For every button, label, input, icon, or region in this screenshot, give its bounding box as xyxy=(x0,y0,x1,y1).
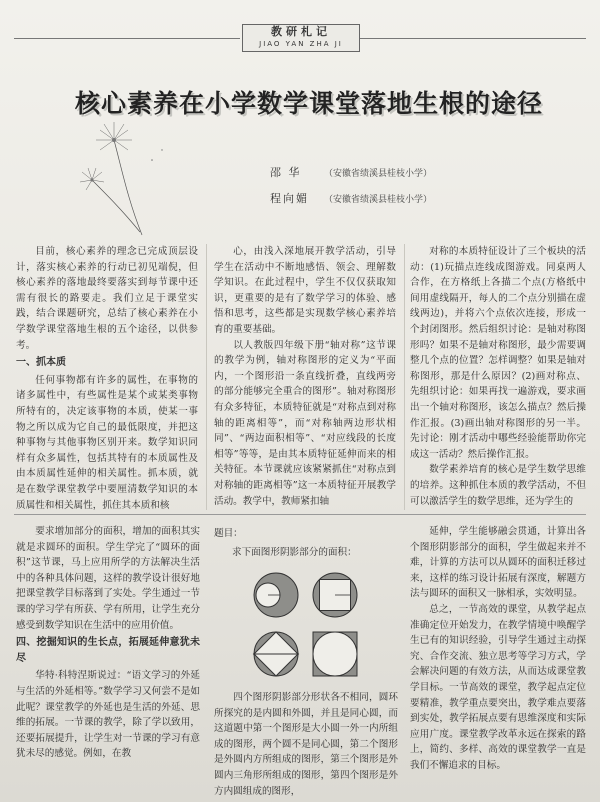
dandelion-illustration xyxy=(62,120,182,240)
paragraph: 心，由浅入深地展开教学活动，引导学生在活动中不断地感悟、领会、理解数学知识。在此过程中，学生不仅仅获取知识，更重要的是有了数学学习的体验、感悟和思考，这些都是实现数学核心素养培育的重要基础。 xyxy=(214,246,396,335)
section-name: 教研札记 xyxy=(271,25,331,38)
figure-2-circle-square xyxy=(310,570,360,620)
paragraph: 目前，核心素养的理念已完成顶层设计，落实核心素养的行动已初见端倪，但核心素养的落地最终要落实到每节课中还需有很长的路要走。我们立足于课堂实践，结合课题研究，总结了核心素养在小学数学课堂落地生根的五个途径，以供参考。 xyxy=(16,246,198,351)
paragraph: 要求增加部分的面积，增加的面积其实就是求圆环的面积。学生学完了“圆环的面积”这节课，马上应用所学的方法解决生活中的各种具体问题，这样的教学设计很好地把课堂教学目标落到了实处。学生通过一节课的学习学有所获、学有所用，让学生充分感受到数学知识在生活中的应用价值。 xyxy=(16,526,200,631)
section-heading: 一、抓本质 xyxy=(16,357,66,369)
paragraph: 数学素养培育的核心是学生数学思维的培养。这种抓住本质的教学活动，不但可以激活学生的数学思维，还为学生的 xyxy=(410,464,586,507)
article-title: 核心素养在小学数学课堂落地生根的途径 xyxy=(74,89,543,118)
top-column-3 xyxy=(410,244,586,510)
figure-4-square-circle xyxy=(310,628,360,680)
author-1-affiliation: （安徽省绩溪县桂枝小学） xyxy=(324,169,433,179)
author-2-name: 程向媚 xyxy=(270,192,309,205)
figure-caption: 求下面图形阴影部分的面积： xyxy=(232,547,357,558)
author-2-affiliation: （安徽省绩溪县桂枝小学） xyxy=(324,195,433,205)
header-rule-left xyxy=(14,38,240,39)
paragraph: 四个图形阴影部分形状各不相同，圆环所探究的是内圆和外圆，并且是同心圆，而这道题中第一个图形是大小圆一外一内所组成的图形，两个圆不是同心圆，第二个图形是外圆内方所组成的图形，第三个图形是外圆内三角形所组成的图形，第四个图形是外方内圆组成的图形， xyxy=(214,692,398,797)
problem-label-text: 题目： xyxy=(214,528,243,539)
figure-3-circle-triangle xyxy=(246,628,306,680)
column-divider xyxy=(206,244,207,510)
bottom-column-3 xyxy=(410,524,586,800)
paragraph: 华特·科特涅斯说过：“语文学习的外延与生活的外延相等。”数学学习又何尝不是如此呢？课堂教学的外延也是生活的外延、思维的拓展。一节课的教学，除了学以致用，还要拓展提升，让学生对一节课的学习有意犹未尽的感觉。例如，在教 xyxy=(16,670,200,760)
section-pinyin: JIAO YAN ZHA JI xyxy=(259,40,343,48)
author-1-name: 邵 华 xyxy=(270,166,302,179)
problem-label xyxy=(214,526,398,542)
paragraph: 总之，一节高效的课堂，从教学起点准确定位开始发力，在教学情境中唤醒学生已有的知识经验，引导学生通过主动探究、合作交流、独立思考等学习方式，学会解决问题的有效方法，从而达成课堂教学目标。一节高效的课堂，教学起点定位要精准，教学重点要突出，教学难点要落到实处，教学拓展点要有思维深度和实际应用广度。课堂教学改革永远在探索的路上，简约、多样、高效的课堂教学一直是我们不懈追求的目标。 xyxy=(410,603,586,771)
header-rule-right xyxy=(360,38,586,39)
figure-1-offset-circles xyxy=(246,570,306,620)
section-divider xyxy=(14,514,586,515)
section-header xyxy=(242,24,360,52)
column-divider xyxy=(404,244,405,510)
top-column-1 xyxy=(16,244,198,510)
paragraph: 对称的本质特征设计了三个板块的活动：(1)玩描点连线成图游戏。同桌两人合作，在方格纸上各描二个点(方格纸中间用虚线隔开，每人的二个点分别描在虚线两边)，并将六个点依次连接，形成一个封闭图形。然后组织讨论：是轴对称图形吗？如果不是轴对称图形，最少需要调整几个点的位置？怎样调整？如果是轴对称图形，那是什么原因？(2)画对称点、先组织讨论：如果再找一遍游戏，要求画出一个轴对称图形，该怎么描点？然后操作汇报。(3)画出轴对称图形的另一半。先讨论：刚才活动中哪些经验能帮助你完成这一活动？然后操作汇报。 xyxy=(410,246,586,460)
bottom-column-1 xyxy=(16,524,200,800)
paragraph: 延伸，学生能够融会贯通，计算出各个图形阴影部分的面积，学生做起来并不难，计算的方法可以从圆环的面积迁移过来，这样的练习设计拓展有深度，解题方法与圆环的面积又一脉相承，实效明显。 xyxy=(410,526,586,600)
section-heading: 四、挖掘知识的生长点，拓展延伸意犹未尽 xyxy=(16,637,200,664)
paragraph: 任何事物都有许多的属性，在事物的诸多属性中，有些属性是某个或某类事物所特有的，决定该事物的本质，使某一事物之所以成为它自己的最低限度，并把这种事物与其他事物区别开来。数学知识同样有众多属性，包括其特有的本质属性及由本质属性延伸的相关属性。抓本质，就是在数学课堂教学中要厘清数学知识的本质属性和相关属性，抓住其本质和核 xyxy=(16,374,198,510)
bottom-column-2 xyxy=(214,690,398,800)
paragraph: 以人教版四年级下册“轴对称”这节课的教学为例，轴对称图形的定义为“平面内，一个图形沿一条直线折叠，直线两旁的部分能够完全重合的图形”。轴对称图形有众多特征，本质特征就是“对称点到对称轴的距离相等”，而“对称轴两边形状相同”、“两边面积相等”、“对应线段的长度相等”等等，是由其本质特征延伸而来的相关特征。本节课就应该紧紧抓住“对称点到对称轴的距离相等”这一本质特征开展教学活动。教学中，教师紧扣轴 xyxy=(214,339,396,507)
top-column-2 xyxy=(214,244,396,510)
